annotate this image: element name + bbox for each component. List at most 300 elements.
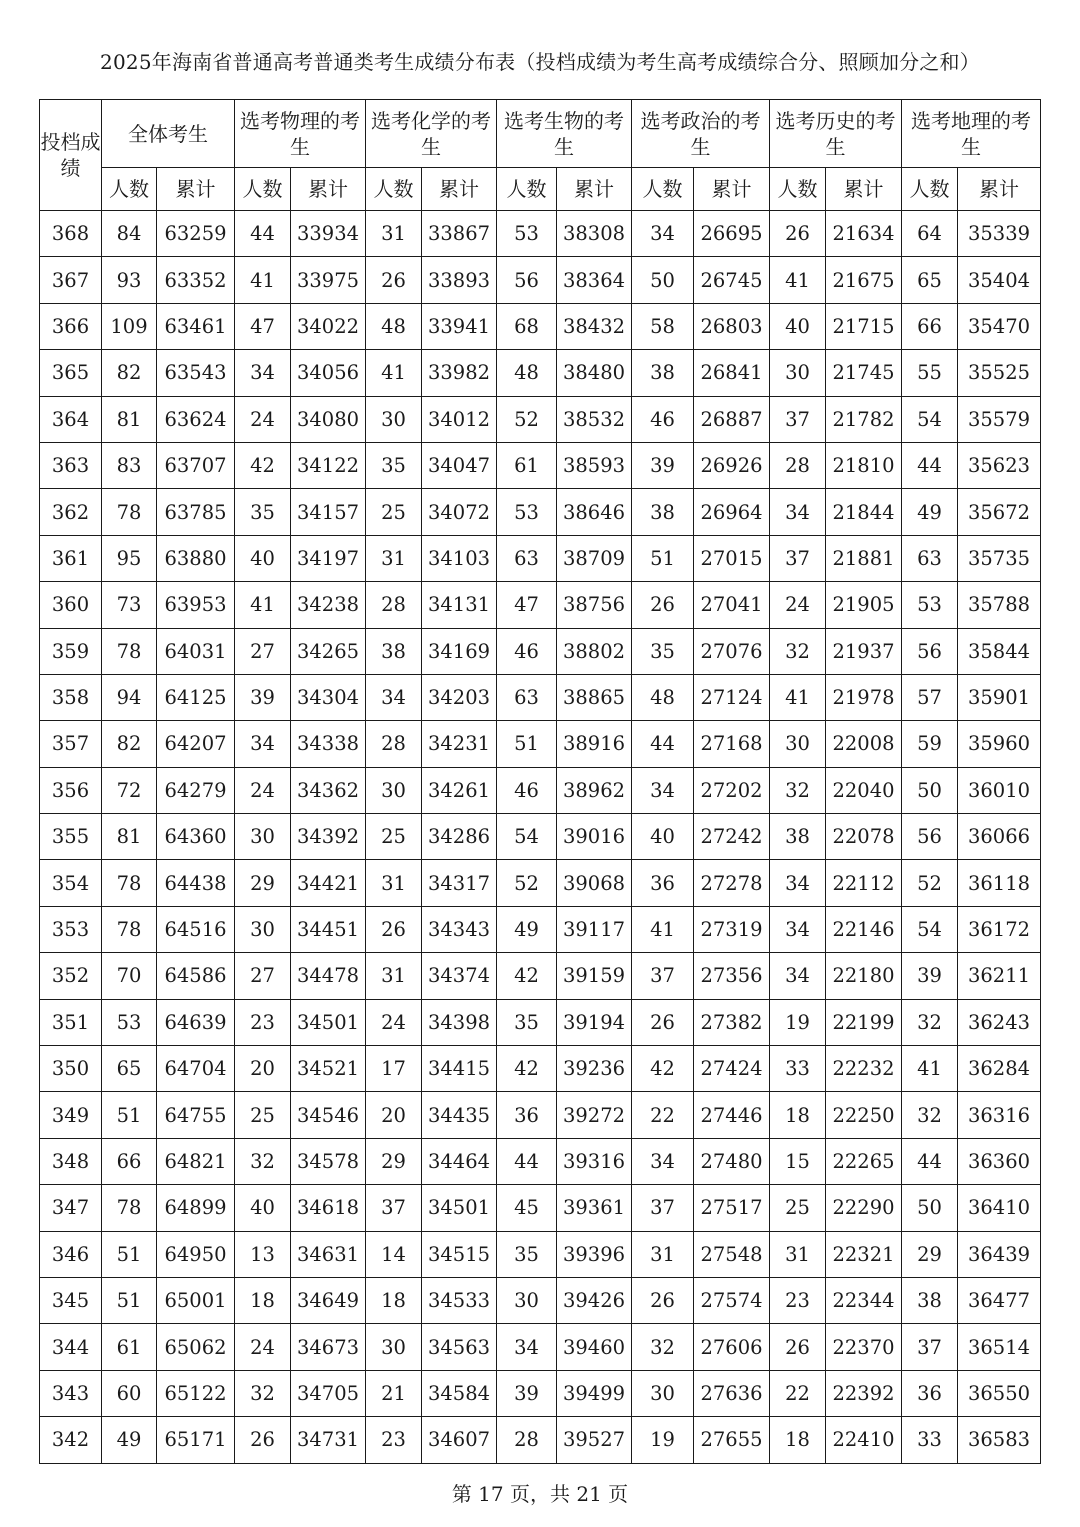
count-cell: 28	[366, 721, 422, 767]
cumulative-cell: 34451	[291, 906, 366, 952]
count-cell: 30	[632, 1370, 694, 1416]
count-cell: 51	[102, 1092, 157, 1138]
score-cell: 342	[40, 1417, 102, 1463]
sub-header-count: 人数	[770, 168, 826, 211]
count-cell: 81	[102, 396, 157, 442]
table-body	[40, 211, 1041, 1464]
cumulative-cell: 22008	[826, 721, 902, 767]
cumulative-cell: 34501	[291, 999, 366, 1045]
cumulative-cell: 65171	[157, 1417, 235, 1463]
count-cell: 42	[235, 442, 291, 488]
score-cell: 364	[40, 396, 102, 442]
cumulative-cell: 27168	[694, 721, 770, 767]
cumulative-cell: 27015	[694, 535, 770, 581]
table-row	[40, 906, 1041, 952]
count-cell: 63	[902, 535, 958, 581]
cumulative-cell: 38962	[557, 767, 632, 813]
score-cell: 368	[40, 211, 102, 257]
cumulative-cell: 64586	[157, 953, 235, 999]
score-cell: 351	[40, 999, 102, 1045]
count-cell: 50	[902, 1185, 958, 1231]
count-cell: 42	[497, 1046, 557, 1092]
count-cell: 25	[366, 489, 422, 535]
count-cell: 65	[902, 257, 958, 303]
count-cell: 20	[235, 1046, 291, 1092]
cumulative-cell: 39361	[557, 1185, 632, 1231]
count-cell: 41	[770, 674, 826, 720]
count-cell: 25	[366, 814, 422, 860]
cumulative-cell: 21810	[826, 442, 902, 488]
cumulative-cell: 34421	[291, 860, 366, 906]
count-cell: 41	[632, 906, 694, 952]
cumulative-cell: 26695	[694, 211, 770, 257]
count-cell: 63	[497, 674, 557, 720]
count-cell: 52	[902, 860, 958, 906]
page-footer: 第 17 页，共 21 页	[451, 1482, 629, 1506]
table-row	[40, 953, 1041, 999]
cumulative-cell: 34231	[422, 721, 497, 767]
count-cell: 34	[632, 767, 694, 813]
count-cell: 82	[102, 721, 157, 767]
count-cell: 32	[235, 1138, 291, 1184]
cumulative-cell: 38646	[557, 489, 632, 535]
count-cell: 24	[770, 582, 826, 628]
table-row	[40, 721, 1041, 767]
cumulative-cell: 27655	[694, 1417, 770, 1463]
count-cell: 31	[770, 1231, 826, 1277]
cumulative-cell: 34501	[422, 1185, 497, 1231]
cumulative-cell: 35339	[958, 211, 1041, 257]
cumulative-cell: 27076	[694, 628, 770, 674]
count-cell: 59	[902, 721, 958, 767]
cumulative-cell: 36550	[958, 1370, 1041, 1416]
count-cell: 35	[632, 628, 694, 674]
document-title: 2025年海南省普通高考普通类考生成绩分布表（投档成绩为考生高考成绩综合分、照顾加分之和）	[100, 50, 980, 74]
count-cell: 36	[902, 1370, 958, 1416]
cumulative-cell: 34122	[291, 442, 366, 488]
count-cell: 78	[102, 906, 157, 952]
cumulative-cell: 39499	[557, 1370, 632, 1416]
cumulative-cell: 36211	[958, 953, 1041, 999]
count-cell: 35	[235, 489, 291, 535]
sub-header-cumulative: 累计	[958, 168, 1041, 211]
group-header-all: 全体考生	[102, 100, 235, 168]
count-cell: 73	[102, 582, 157, 628]
sub-header-cumulative: 累计	[291, 168, 366, 211]
count-cell: 54	[497, 814, 557, 860]
count-cell: 46	[497, 767, 557, 813]
score-cell: 347	[40, 1185, 102, 1231]
count-cell: 44	[235, 211, 291, 257]
group-header-geography: 选考地理的考生	[902, 100, 1041, 168]
score-header: 投档成绩	[40, 100, 102, 211]
count-cell: 18	[770, 1092, 826, 1138]
count-cell: 65	[102, 1046, 157, 1092]
cumulative-cell: 34435	[422, 1092, 497, 1138]
cumulative-cell: 34338	[291, 721, 366, 767]
cumulative-cell: 36118	[958, 860, 1041, 906]
cumulative-cell: 22250	[826, 1092, 902, 1138]
cumulative-cell: 36410	[958, 1185, 1041, 1231]
sub-header-cumulative: 累计	[694, 168, 770, 211]
count-cell: 34	[235, 721, 291, 767]
cumulative-cell: 38756	[557, 582, 632, 628]
cumulative-cell: 39117	[557, 906, 632, 952]
count-cell: 53	[497, 211, 557, 257]
count-cell: 38	[632, 489, 694, 535]
cumulative-cell: 21978	[826, 674, 902, 720]
cumulative-cell: 26926	[694, 442, 770, 488]
cumulative-cell: 63259	[157, 211, 235, 257]
score-cell: 350	[40, 1046, 102, 1092]
count-cell: 39	[497, 1370, 557, 1416]
cumulative-cell: 22146	[826, 906, 902, 952]
cumulative-cell: 63624	[157, 396, 235, 442]
count-cell: 27	[235, 628, 291, 674]
score-cell: 355	[40, 814, 102, 860]
cumulative-cell: 27242	[694, 814, 770, 860]
cumulative-cell: 34649	[291, 1277, 366, 1323]
cumulative-cell: 26841	[694, 350, 770, 396]
group-header-history: 选考历史的考生	[770, 100, 902, 168]
sub-header-count: 人数	[366, 168, 422, 211]
table-row	[40, 303, 1041, 349]
score-cell: 356	[40, 767, 102, 813]
cumulative-cell: 39068	[557, 860, 632, 906]
count-cell: 30	[366, 1324, 422, 1370]
cumulative-cell: 33893	[422, 257, 497, 303]
score-cell: 352	[40, 953, 102, 999]
count-cell: 35	[497, 999, 557, 1045]
count-cell: 15	[770, 1138, 826, 1184]
cumulative-cell: 36010	[958, 767, 1041, 813]
cumulative-cell: 35901	[958, 674, 1041, 720]
cumulative-cell: 38532	[557, 396, 632, 442]
count-cell: 26	[235, 1417, 291, 1463]
cumulative-cell: 36514	[958, 1324, 1041, 1370]
cumulative-cell: 34533	[422, 1277, 497, 1323]
count-cell: 33	[770, 1046, 826, 1092]
sub-header-count: 人数	[902, 168, 958, 211]
count-cell: 45	[497, 1185, 557, 1231]
group-header-row	[40, 100, 1041, 168]
cumulative-cell: 27574	[694, 1277, 770, 1323]
cumulative-cell: 64950	[157, 1231, 235, 1277]
score-cell: 367	[40, 257, 102, 303]
cumulative-cell: 64755	[157, 1092, 235, 1138]
cumulative-cell: 64899	[157, 1185, 235, 1231]
count-cell: 32	[770, 767, 826, 813]
count-cell: 23	[770, 1277, 826, 1323]
count-cell: 18	[366, 1277, 422, 1323]
cumulative-cell: 34563	[422, 1324, 497, 1370]
count-cell: 66	[902, 303, 958, 349]
cumulative-cell: 21745	[826, 350, 902, 396]
cumulative-cell: 63543	[157, 350, 235, 396]
score-cell: 362	[40, 489, 102, 535]
cumulative-cell: 64704	[157, 1046, 235, 1092]
count-cell: 26	[366, 906, 422, 952]
count-cell: 29	[235, 860, 291, 906]
cumulative-cell: 38432	[557, 303, 632, 349]
cumulative-cell: 34238	[291, 582, 366, 628]
cumulative-cell: 22232	[826, 1046, 902, 1092]
cumulative-cell: 34197	[291, 535, 366, 581]
cumulative-cell: 36284	[958, 1046, 1041, 1092]
count-cell: 30	[497, 1277, 557, 1323]
count-cell: 18	[770, 1417, 826, 1463]
cumulative-cell: 63785	[157, 489, 235, 535]
count-cell: 63	[497, 535, 557, 581]
count-cell: 83	[102, 442, 157, 488]
cumulative-cell: 39316	[557, 1138, 632, 1184]
cumulative-cell: 34131	[422, 582, 497, 628]
count-cell: 44	[632, 721, 694, 767]
count-cell: 36	[632, 860, 694, 906]
cumulative-cell: 36066	[958, 814, 1041, 860]
cumulative-cell: 21844	[826, 489, 902, 535]
cumulative-cell: 26887	[694, 396, 770, 442]
cumulative-cell: 27356	[694, 953, 770, 999]
count-cell: 54	[902, 396, 958, 442]
count-cell: 40	[770, 303, 826, 349]
count-cell: 78	[102, 628, 157, 674]
cumulative-cell: 34631	[291, 1231, 366, 1277]
count-cell: 52	[497, 860, 557, 906]
count-cell: 61	[102, 1324, 157, 1370]
cumulative-cell: 27202	[694, 767, 770, 813]
cumulative-cell: 39016	[557, 814, 632, 860]
cumulative-cell: 63880	[157, 535, 235, 581]
count-cell: 40	[235, 1185, 291, 1231]
cumulative-cell: 38593	[557, 442, 632, 488]
cumulative-cell: 33975	[291, 257, 366, 303]
cumulative-cell: 36243	[958, 999, 1041, 1045]
count-cell: 23	[366, 1417, 422, 1463]
cumulative-cell: 27606	[694, 1324, 770, 1370]
cumulative-cell: 35788	[958, 582, 1041, 628]
count-cell: 95	[102, 535, 157, 581]
count-cell: 30	[235, 906, 291, 952]
count-cell: 53	[497, 489, 557, 535]
cumulative-cell: 34464	[422, 1138, 497, 1184]
table-row	[40, 860, 1041, 906]
cumulative-cell: 34169	[422, 628, 497, 674]
table-row	[40, 1092, 1041, 1138]
count-cell: 40	[235, 535, 291, 581]
cumulative-cell: 36172	[958, 906, 1041, 952]
count-cell: 60	[102, 1370, 157, 1416]
count-cell: 44	[497, 1138, 557, 1184]
cumulative-cell: 64125	[157, 674, 235, 720]
cumulative-cell: 27480	[694, 1138, 770, 1184]
count-cell: 39	[632, 442, 694, 488]
cumulative-cell: 34103	[422, 535, 497, 581]
count-cell: 41	[902, 1046, 958, 1092]
count-cell: 31	[366, 211, 422, 257]
cumulative-cell: 21782	[826, 396, 902, 442]
count-cell: 82	[102, 350, 157, 396]
cumulative-cell: 39426	[557, 1277, 632, 1323]
table-row	[40, 211, 1041, 257]
cumulative-cell: 34047	[422, 442, 497, 488]
cumulative-cell: 26803	[694, 303, 770, 349]
score-cell: 348	[40, 1138, 102, 1184]
count-cell: 52	[497, 396, 557, 442]
score-cell: 361	[40, 535, 102, 581]
cumulative-cell: 34022	[291, 303, 366, 349]
count-cell: 53	[102, 999, 157, 1045]
table-row	[40, 582, 1041, 628]
cumulative-cell: 34673	[291, 1324, 366, 1370]
count-cell: 24	[235, 1324, 291, 1370]
group-header-physics: 选考物理的考生	[235, 100, 366, 168]
cumulative-cell: 27278	[694, 860, 770, 906]
count-cell: 66	[102, 1138, 157, 1184]
cumulative-cell: 34731	[291, 1417, 366, 1463]
cumulative-cell: 22180	[826, 953, 902, 999]
group-header-politics: 选考政治的考生	[632, 100, 770, 168]
count-cell: 37	[632, 1185, 694, 1231]
count-cell: 41	[235, 582, 291, 628]
count-cell: 34	[770, 953, 826, 999]
cumulative-cell: 65001	[157, 1277, 235, 1323]
cumulative-cell: 21675	[826, 257, 902, 303]
count-cell: 39	[235, 674, 291, 720]
cumulative-cell: 26745	[694, 257, 770, 303]
count-cell: 29	[366, 1138, 422, 1184]
cumulative-cell: 38865	[557, 674, 632, 720]
count-cell: 109	[102, 303, 157, 349]
table-row	[40, 535, 1041, 581]
cumulative-cell: 27319	[694, 906, 770, 952]
count-cell: 34	[770, 489, 826, 535]
score-cell: 363	[40, 442, 102, 488]
count-cell: 51	[102, 1277, 157, 1323]
count-cell: 18	[235, 1277, 291, 1323]
count-cell: 13	[235, 1231, 291, 1277]
table-row	[40, 442, 1041, 488]
count-cell: 54	[902, 906, 958, 952]
cumulative-cell: 27041	[694, 582, 770, 628]
cumulative-cell: 38709	[557, 535, 632, 581]
count-cell: 34	[235, 350, 291, 396]
count-cell: 28	[497, 1417, 557, 1463]
count-cell: 51	[632, 535, 694, 581]
count-cell: 51	[102, 1231, 157, 1277]
count-cell: 37	[366, 1185, 422, 1231]
count-cell: 30	[770, 350, 826, 396]
cumulative-cell: 34343	[422, 906, 497, 952]
sub-header-count: 人数	[102, 168, 157, 211]
count-cell: 51	[497, 721, 557, 767]
score-cell: 354	[40, 860, 102, 906]
table-row	[40, 628, 1041, 674]
cumulative-cell: 39236	[557, 1046, 632, 1092]
count-cell: 27	[235, 953, 291, 999]
table-row	[40, 1370, 1041, 1416]
count-cell: 47	[235, 303, 291, 349]
cumulative-cell: 21881	[826, 535, 902, 581]
count-cell: 25	[770, 1185, 826, 1231]
count-cell: 34	[366, 674, 422, 720]
cumulative-cell: 64639	[157, 999, 235, 1045]
cumulative-cell: 64516	[157, 906, 235, 952]
cumulative-cell: 22344	[826, 1277, 902, 1323]
count-cell: 46	[497, 628, 557, 674]
count-cell: 44	[902, 442, 958, 488]
cumulative-cell: 35960	[958, 721, 1041, 767]
count-cell: 26	[632, 582, 694, 628]
count-cell: 47	[497, 582, 557, 628]
count-cell: 68	[497, 303, 557, 349]
cumulative-cell: 38364	[557, 257, 632, 303]
count-cell: 40	[632, 814, 694, 860]
count-cell: 24	[366, 999, 422, 1045]
cumulative-cell: 35672	[958, 489, 1041, 535]
cumulative-cell: 36316	[958, 1092, 1041, 1138]
count-cell: 38	[366, 628, 422, 674]
count-cell: 23	[235, 999, 291, 1045]
count-cell: 93	[102, 257, 157, 303]
cumulative-cell: 36477	[958, 1277, 1041, 1323]
count-cell: 78	[102, 860, 157, 906]
count-cell: 94	[102, 674, 157, 720]
count-cell: 38	[632, 350, 694, 396]
cumulative-cell: 33934	[291, 211, 366, 257]
cumulative-cell: 34515	[422, 1231, 497, 1277]
score-cell: 353	[40, 906, 102, 952]
cumulative-cell: 63352	[157, 257, 235, 303]
cumulative-cell: 22392	[826, 1370, 902, 1416]
cumulative-cell: 39272	[557, 1092, 632, 1138]
count-cell: 25	[235, 1092, 291, 1138]
cumulative-cell: 34317	[422, 860, 497, 906]
cumulative-cell: 34618	[291, 1185, 366, 1231]
cumulative-cell: 27124	[694, 674, 770, 720]
table-row	[40, 1138, 1041, 1184]
cumulative-cell: 34478	[291, 953, 366, 999]
count-cell: 46	[632, 396, 694, 442]
count-cell: 35	[366, 442, 422, 488]
count-cell: 24	[235, 767, 291, 813]
cumulative-cell: 64207	[157, 721, 235, 767]
table-row	[40, 396, 1041, 442]
table-row	[40, 999, 1041, 1045]
cumulative-cell: 22265	[826, 1138, 902, 1184]
table-row	[40, 1277, 1041, 1323]
count-cell: 56	[902, 628, 958, 674]
sub-header-cumulative: 累计	[422, 168, 497, 211]
cumulative-cell: 38802	[557, 628, 632, 674]
table-row	[40, 257, 1041, 303]
count-cell: 48	[497, 350, 557, 396]
count-cell: 34	[770, 860, 826, 906]
count-cell: 19	[770, 999, 826, 1045]
cumulative-cell: 21715	[826, 303, 902, 349]
cumulative-cell: 34607	[422, 1417, 497, 1463]
count-cell: 22	[770, 1370, 826, 1416]
cumulative-cell: 63953	[157, 582, 235, 628]
count-cell: 37	[770, 535, 826, 581]
count-cell: 50	[902, 767, 958, 813]
cumulative-cell: 35404	[958, 257, 1041, 303]
count-cell: 50	[632, 257, 694, 303]
table-row	[40, 1231, 1041, 1277]
count-cell: 36	[497, 1092, 557, 1138]
cumulative-cell: 64031	[157, 628, 235, 674]
cumulative-cell: 36360	[958, 1138, 1041, 1184]
